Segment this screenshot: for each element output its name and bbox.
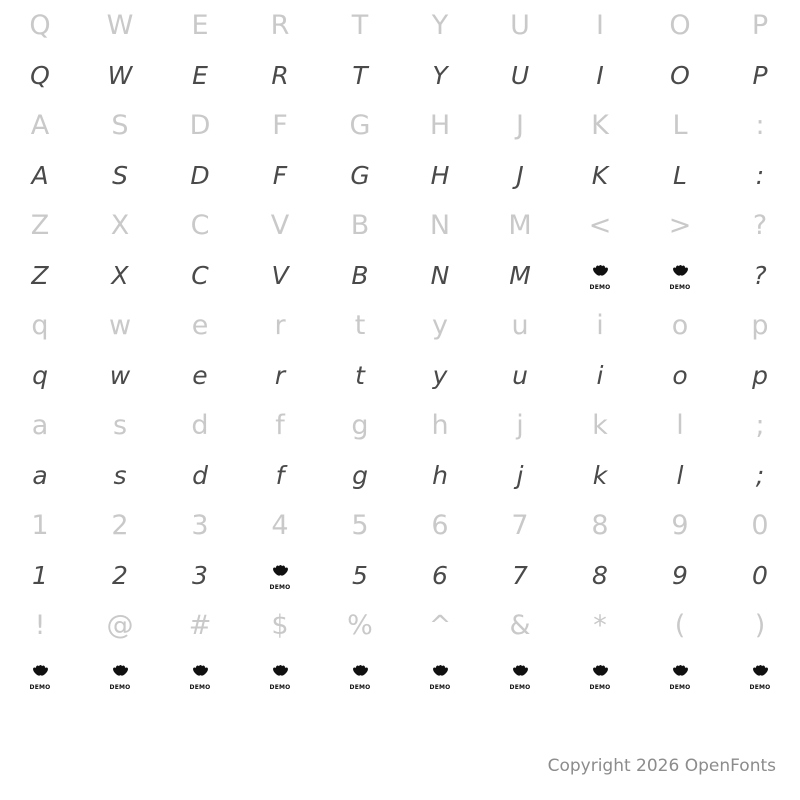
leaf-icon	[107, 664, 133, 690]
key-character: U	[510, 10, 530, 41]
specimen-character: J	[516, 161, 524, 190]
specimen-character: h	[432, 461, 448, 490]
key-character: 4	[271, 510, 289, 541]
key-character: a	[31, 410, 49, 441]
leaf-icon	[587, 264, 613, 290]
demo-label: DEMO	[669, 684, 691, 691]
key-character: 3	[191, 510, 209, 541]
leaf-icon	[667, 264, 693, 290]
specimen-character: 6	[432, 561, 448, 590]
key-character: Y	[431, 10, 449, 41]
key-character: V	[270, 210, 290, 241]
leaf-icon	[27, 664, 53, 690]
leaf-icon	[347, 664, 373, 690]
specimen-character: w	[109, 361, 131, 390]
specimen-character: j	[516, 461, 524, 490]
specimen-character: ;	[755, 461, 765, 490]
key-character: w	[108, 310, 132, 341]
specimen-character: Z	[31, 261, 49, 290]
specimen-character: N	[430, 261, 450, 290]
key-character: P	[751, 10, 769, 41]
key-character: h	[431, 410, 449, 441]
specimen-character: r	[274, 361, 286, 390]
key-character: W	[106, 10, 134, 41]
specimen-character: X	[111, 261, 129, 290]
specimen-character: s	[113, 461, 127, 490]
specimen-character: Y	[432, 61, 448, 90]
demo-watermark-glyph	[560, 252, 640, 300]
leaf-icon	[587, 664, 613, 690]
specimen-character: 7	[512, 561, 528, 590]
specimen-character: C	[191, 261, 209, 290]
demo-watermark-glyph	[720, 652, 800, 700]
key-character: Z	[30, 210, 50, 241]
specimen-character: t	[355, 361, 365, 390]
key-character: I	[596, 10, 604, 41]
key-character: r	[274, 310, 286, 341]
key-row	[0, 600, 800, 652]
key-character: q	[31, 310, 49, 341]
specimen-character: H	[430, 161, 450, 190]
specimen-character: K	[591, 161, 609, 190]
key-character: T	[351, 10, 369, 41]
key-character: 0	[751, 510, 769, 541]
key-character: y	[432, 310, 448, 341]
key-character: K	[591, 110, 609, 141]
key-character: #	[188, 610, 212, 641]
glyph-row	[0, 252, 800, 300]
specimen-character: o	[672, 361, 688, 390]
key-character: p	[751, 310, 769, 341]
specimen-character: W	[107, 61, 133, 90]
key-character: g	[351, 410, 369, 441]
demo-watermark-glyph	[400, 652, 480, 700]
leaf-icon	[747, 664, 773, 690]
specimen-character: P	[752, 61, 768, 90]
demo-watermark-glyph	[640, 652, 720, 700]
key-character: j	[516, 410, 524, 441]
key-character: 8	[591, 510, 609, 541]
specimen-character: y	[432, 361, 448, 390]
key-character: A	[30, 110, 50, 141]
specimen-character: 8	[592, 561, 608, 590]
specimen-character: f	[275, 461, 285, 490]
key-character: L	[672, 110, 688, 141]
demo-label: DEMO	[589, 284, 611, 291]
specimen-character: S	[112, 161, 128, 190]
key-character: D	[189, 110, 211, 141]
glyph-row	[0, 552, 800, 600]
key-character: H	[429, 110, 451, 141]
specimen-character: L	[673, 161, 687, 190]
key-character: )	[754, 610, 766, 641]
specimen-character: V	[271, 261, 289, 290]
key-character: X	[110, 210, 130, 241]
key-row	[0, 300, 800, 352]
key-character: E	[191, 10, 209, 41]
key-character: B	[350, 210, 370, 241]
glyph-row	[0, 52, 800, 100]
specimen-character: 1	[32, 561, 48, 590]
specimen-character: 0	[752, 561, 768, 590]
key-character: 5	[351, 510, 369, 541]
specimen-character: e	[192, 361, 208, 390]
key-character: t	[354, 310, 366, 341]
specimen-character: Q	[30, 61, 50, 90]
demo-watermark-glyph	[160, 652, 240, 700]
key-character: ^	[428, 610, 452, 641]
specimen-character: 9	[672, 561, 688, 590]
key-character: R	[270, 10, 290, 41]
key-character: ?	[752, 210, 768, 241]
demo-label: DEMO	[669, 284, 691, 291]
specimen-character: g	[352, 461, 368, 490]
glyph-row	[0, 652, 800, 700]
demo-label: DEMO	[189, 684, 211, 691]
key-character: %	[347, 610, 373, 641]
leaf-icon	[267, 564, 293, 590]
key-character: C	[190, 210, 210, 241]
specimen-character: 3	[192, 561, 208, 590]
key-row	[0, 100, 800, 152]
demo-label: DEMO	[589, 684, 611, 691]
specimen-character: u	[512, 361, 528, 390]
key-character: 6	[431, 510, 449, 541]
specimen-character: a	[32, 461, 48, 490]
key-character: >	[668, 210, 692, 241]
key-character: J	[516, 110, 524, 141]
specimen-character: 5	[352, 561, 368, 590]
demo-watermark-glyph	[560, 652, 640, 700]
leaf-icon	[667, 664, 693, 690]
leaf-icon	[427, 664, 453, 690]
key-character: e	[191, 310, 209, 341]
specimen-character: I	[596, 61, 604, 90]
key-character: :	[755, 110, 765, 141]
glyph-row	[0, 152, 800, 200]
key-character: (	[674, 610, 686, 641]
demo-label: DEMO	[269, 584, 291, 591]
key-character: *	[593, 610, 607, 641]
key-character: M	[508, 210, 532, 241]
specimen-character: O	[670, 61, 690, 90]
demo-watermark-glyph	[80, 652, 160, 700]
key-character: N	[429, 210, 451, 241]
leaf-icon	[187, 664, 213, 690]
specimen-character: A	[31, 161, 49, 190]
leaf-icon	[507, 664, 533, 690]
specimen-character: :	[755, 161, 765, 190]
key-character: S	[111, 110, 129, 141]
key-row	[0, 500, 800, 552]
specimen-character: 2	[112, 561, 128, 590]
specimen-character: E	[192, 61, 208, 90]
copyright-notice: Copyright 2026 OpenFonts	[547, 756, 776, 776]
key-character: O	[669, 10, 691, 41]
key-row	[0, 0, 800, 52]
specimen-character: ?	[753, 261, 767, 290]
demo-label: DEMO	[429, 684, 451, 691]
key-character: o	[671, 310, 689, 341]
demo-watermark-glyph	[0, 652, 80, 700]
key-character: 7	[511, 510, 529, 541]
demo-watermark-glyph	[640, 252, 720, 300]
demo-label: DEMO	[349, 684, 371, 691]
specimen-character: M	[509, 261, 531, 290]
specimen-character: G	[350, 161, 370, 190]
specimen-character: F	[272, 161, 288, 190]
key-character: u	[511, 310, 529, 341]
specimen-character: l	[676, 461, 684, 490]
key-character: Q	[29, 10, 51, 41]
demo-watermark-glyph	[240, 552, 320, 600]
key-character: d	[191, 410, 209, 441]
key-character: G	[349, 110, 371, 141]
key-character: 1	[31, 510, 49, 541]
demo-label: DEMO	[509, 684, 531, 691]
key-row	[0, 400, 800, 452]
key-character: s	[112, 410, 128, 441]
leaf-icon	[267, 664, 293, 690]
specimen-character: D	[190, 161, 210, 190]
key-character: 9	[671, 510, 689, 541]
specimen-character: q	[32, 361, 48, 390]
key-character: k	[592, 410, 608, 441]
key-character: 2	[111, 510, 129, 541]
key-character: &	[509, 610, 531, 641]
specimen-character: R	[271, 61, 289, 90]
key-character: !	[34, 610, 46, 641]
demo-label: DEMO	[29, 684, 51, 691]
demo-watermark-glyph	[320, 652, 400, 700]
key-character: f	[275, 410, 285, 441]
specimen-character: U	[510, 61, 530, 90]
key-character: <	[588, 210, 612, 241]
specimen-character: p	[752, 361, 768, 390]
key-character: $	[271, 610, 289, 641]
demo-watermark-glyph	[240, 652, 320, 700]
glyph-row	[0, 452, 800, 500]
demo-label: DEMO	[269, 684, 291, 691]
specimen-character: i	[596, 361, 604, 390]
glyph-row	[0, 352, 800, 400]
key-row	[0, 200, 800, 252]
key-character: F	[272, 110, 288, 141]
demo-label: DEMO	[109, 684, 131, 691]
key-character: i	[596, 310, 604, 341]
demo-watermark-glyph	[480, 652, 560, 700]
demo-label: DEMO	[749, 684, 771, 691]
specimen-character: d	[192, 461, 208, 490]
key-character: l	[676, 410, 684, 441]
specimen-character: T	[352, 61, 368, 90]
specimen-character: k	[592, 461, 608, 490]
key-character: ;	[755, 410, 765, 441]
key-character: @	[106, 610, 134, 641]
specimen-character: B	[351, 261, 369, 290]
